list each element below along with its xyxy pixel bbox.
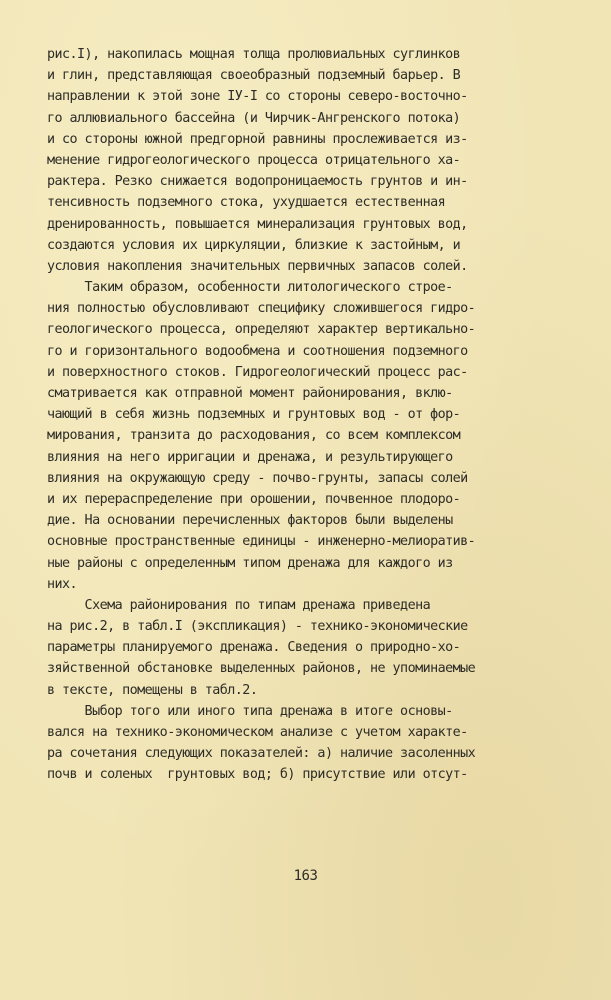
text-line: и глин, представляющая своеобразный подземный барьер. В	[47, 68, 461, 84]
text-line: рактера. Резко снижается водопроницаемость грунтов и ин-	[47, 174, 468, 190]
text-line: и их перераспределение при орошении, почвенное плодоро-	[47, 491, 461, 507]
page-number: 163	[293, 868, 318, 884]
text-line: основные пространственные единицы - инженерно-мелиоратив-	[47, 534, 476, 550]
text-line: влияния на него ирригации и дренажа, и результирующего	[47, 449, 453, 465]
text-line: рис.I), накопилась мощная толща пролювиальных суглинков	[47, 47, 461, 62]
text-line: тенсивность подземного стока, ухудшается естественная	[47, 195, 446, 211]
text-line: менение гидрогеологического процесса отрицательного ха-	[47, 152, 461, 168]
text-line: Таким образом, особенности литологического строе-	[47, 280, 453, 296]
text-line: них.	[47, 576, 78, 592]
text-line: и со стороны южной предгорной равнины прослеживается из-	[47, 131, 468, 147]
text-line: дие. На основании перечисленных факторов были выделены	[47, 513, 453, 529]
text-line: вался на технико-экономическом анализе с учетом характе-	[47, 725, 468, 740]
text-line: ния полностью обусловливают специфику сложившегося гидро-	[47, 301, 476, 317]
text-line: на рис.2, в табл.I (экспликация) - технико-экономические	[47, 619, 468, 635]
text-line: дренированность, повышается минерализация грунтовых вод,	[47, 216, 468, 232]
text-line: и поверхностного стоков. Гидрогеологический процесс рас-	[47, 364, 468, 380]
text-line: ные районы с определенным типом дренажа для каждого из	[47, 555, 453, 571]
text-line: мирования, транзита до расходования, со всем комплексом	[47, 428, 461, 444]
text-line: направлении к этой зоне IУ-I со стороны северо-восточно-	[47, 89, 468, 105]
text-line: ра сочетания следующих показателей: а) наличие засоленных	[47, 746, 476, 762]
text-line: го и горизонтального водообмена и соотношения подземного	[47, 343, 468, 359]
text-line: параметры планируемого дренажа. Сведения о природно-хо-	[47, 640, 461, 656]
text-line: зяйственной обстановке выделенных районов, не упоминаемые	[47, 661, 476, 677]
text-line: чающий в себя жизнь подземных и грунтовых вод - от фор-	[47, 407, 461, 423]
text-line: сматривается как отправной момент районирования, вклю-	[47, 386, 453, 401]
text-line: в тексте, помещены в табл.2.	[47, 682, 258, 698]
text-line: го аллювиального бассейна (и Чирчик-Ангренского потока)	[47, 110, 461, 126]
body-text	[47, 44, 567, 786]
text-line: условия накопления значительных первичных запасов солей.	[47, 258, 468, 274]
text-line: почв и соленых грунтовых вод; б) присутствие или отсут-	[47, 767, 468, 783]
text-line: геологического процесса, определяют характер вертикально-	[47, 322, 476, 338]
text-line: влияния на окружающую среду - почво-грунты, запасы солей	[47, 470, 468, 486]
text-line: Схема районирования по типам дренажа приведена	[47, 597, 431, 613]
text-line: создаются условия их циркуляции, близкие к застойным, и	[47, 237, 461, 253]
text-line: Выбор того или иного типа дренажа в итоге основы-	[47, 703, 453, 719]
